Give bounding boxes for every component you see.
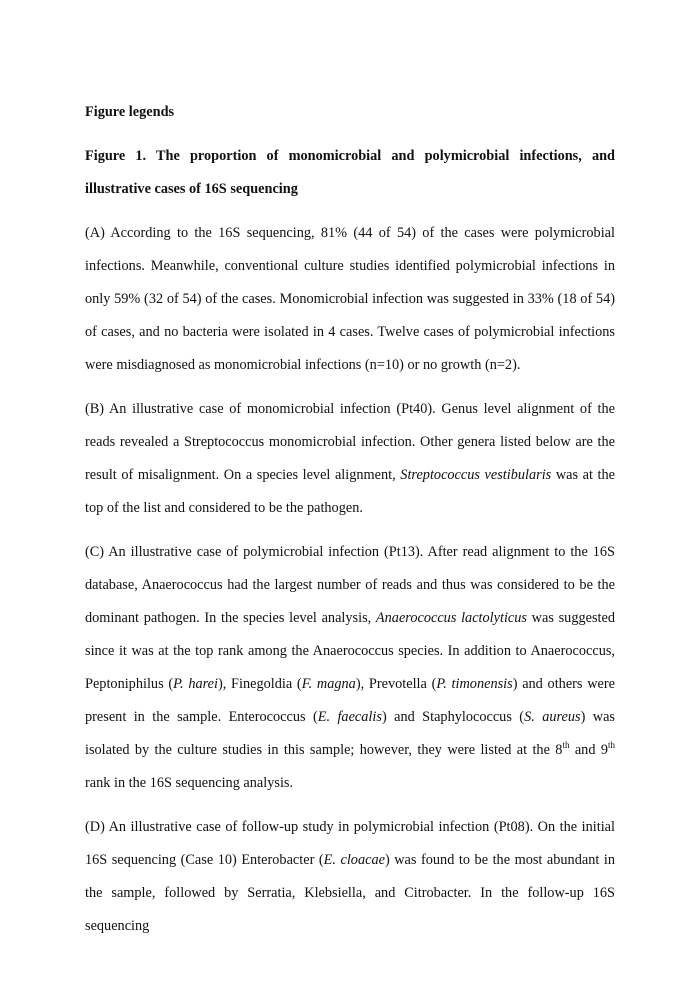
text-segment: rank in the 16S sequencing analysis. (85, 775, 294, 791)
species-name: F. magna (301, 676, 356, 692)
species-name: Anaerococcus lactolyticus (375, 610, 527, 626)
text-segment: ) and others were present in the sample. Enterococcus ( (85, 676, 616, 725)
text-segment: (B) An illustrative case of monomicrobial infection (Pt40). Genus level alignment of the reads revealed a Streptococcus monomicrobial infection. Other genera listed below are the result of misalignment. On a species level alignment, (85, 401, 615, 483)
species-name: P. harei (173, 676, 218, 692)
ordinal-superscript: th (562, 740, 570, 751)
text-segment: ), Finegoldia ( (217, 676, 302, 692)
legend-paragraph-d (85, 811, 615, 943)
legend-paragraph-c (85, 536, 615, 800)
species-name: E. faecalis (317, 709, 382, 725)
species-name: Streptococcus vestibularis (400, 467, 552, 483)
species-name: E. cloacae (323, 852, 385, 868)
species-name: P. timonensis (436, 676, 513, 692)
text-segment: ) and Staphylococcus ( (381, 709, 525, 725)
figure-legends-section (85, 96, 615, 954)
figure-title: Figure 1. The proportion of monomicrobial and polymicrobial infections, and illustrative cases of 16S sequencing (85, 148, 615, 197)
text-segment: ) was isolated by the culture studies in this sample; however, they were listed at the 8 (85, 709, 615, 758)
legend-paragraph-a: (A) According to the 16S sequencing, 81% (44 of 54) of the cases were polymicrobial infections. Meanwhile, conventional culture studies identified polymicrobial infections in only 59% (32 of 54) of the cases. Monomicrobial infection was suggested in 33% (18 of 54) of cases, and no bacteria were isolated in 4 cases. Twelve cases of polymicrobial infections were misdiagnosed as monomicrobial infections (n=10) or no growth (n=2). (85, 225, 615, 373)
text-segment: (C) An illustrative case of polymicrobial infection (Pt13). After read alignment to the 16S database, Anaerococcus had the largest number of reads and thus was considered to be the dominant pathogen. In the species level analysis, (85, 544, 615, 626)
text-segment: was suggested since it was at the top rank among the Anaerococcus species. In addition to Anaerococcus, Peptoniphilus ( (85, 610, 615, 692)
ordinal-superscript: th (607, 740, 615, 751)
text-segment: ) was found to be the most abundant in the sample, followed by Serratia, Klebsiella, and Citrobacter. In the follow-up 16S sequencing (85, 852, 615, 934)
text-segment: (D) An illustrative case of follow-up study in polymicrobial infection (Pt08). On the initial 16S sequencing (Case 10) Enterobacter ( (85, 819, 615, 868)
text-segment: ), Prevotella ( (355, 676, 437, 692)
section-heading: Figure legends (85, 104, 175, 120)
text-segment: was at the top of the list and considered to be the pathogen. (85, 467, 615, 516)
legend-paragraph-b (85, 393, 615, 525)
text-segment: and 9 (569, 742, 608, 758)
species-name: S. aureus (524, 709, 581, 725)
